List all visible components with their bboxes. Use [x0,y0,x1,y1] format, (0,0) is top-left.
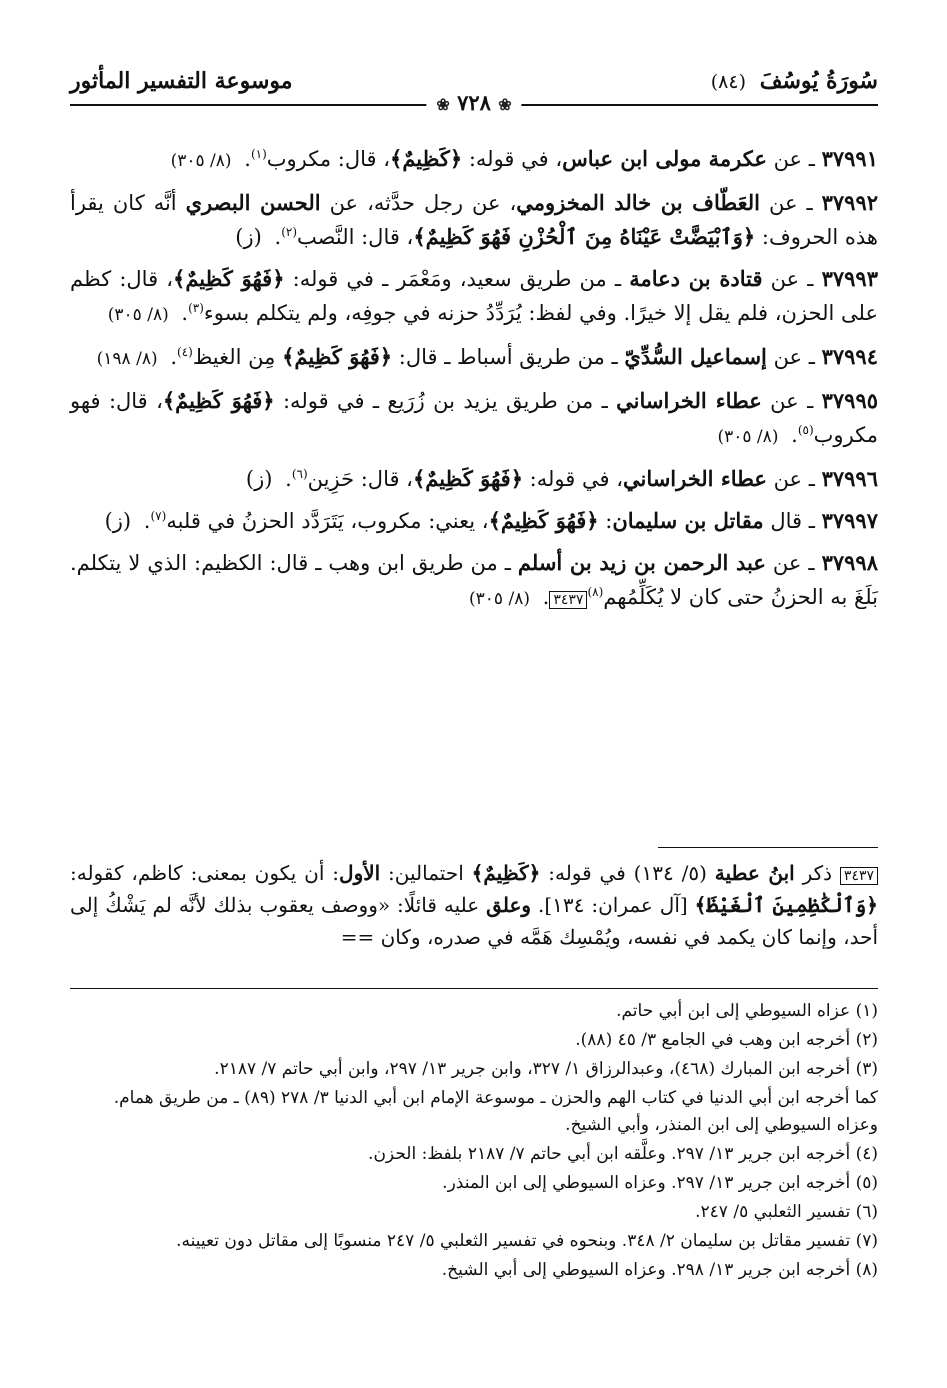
commentator-name: ابنُ عطية [714,861,795,885]
commentary-text: (٥/ ١٣٤) في قوله: [540,861,715,885]
main-text [70,142,878,624]
athar-entry [70,546,878,616]
entry-number: ٣٧٩٩٨ [821,550,878,575]
entry-text: ، يعني: مكروب، يَتَرَدَّد الحزنُ في قلبه [166,509,489,533]
quran-quote: ﴿فَهُوَ كَظِيمٌ﴾ [282,344,393,369]
narrator-name: عكرمة مولى ابن عباس [562,146,767,171]
running-header [70,50,878,115]
entry-text: ، قال: حَزِين [307,467,413,491]
footnote: (٢) أخرجه ابن وهب في الجامع ٣/ ٤٥ (٨٨). [575,1030,878,1050]
footnote: (٨) أخرجه ابن جرير ١٣/ ٢٩٨. وعزاه السيوطي إلى أبي الشيخ. [441,1260,878,1280]
source-symbol: (ز) [104,509,132,533]
athar-entry [70,462,878,496]
commentary-text: عليه قائلًا: «ووصف يعقوب بذلك لأنَّه لم يَشْكُ إلى أحد، وإنما كان يكمد في نفسه، ويُمْسِك هَمَّه في صدره، وكان == [70,893,878,949]
entry-text: : [598,509,613,533]
entry-text: مِن الغيظ [192,345,283,369]
commentary-text: ذكر [794,861,840,885]
quran-quote: ﴿وَٱلْكَٰظِمِينَ ٱلْغَيْظَ﴾ [694,893,878,917]
entry-prefix: ـ عن [772,551,815,575]
reference-number: (٨/ ٣٠٥) [717,427,779,447]
footnote-marker[interactable]: (٥) [797,423,814,437]
commentary-number-box: ٣٤٣٧ [840,867,878,885]
footnote-marker[interactable]: (٤) [177,345,193,359]
commentary-block [70,857,878,953]
entry-number: ٣٧٩٩٢ [821,190,879,215]
footnote: (٥) أخرجه ابن جرير ١٣/ ٢٩٧. وعزاه السيوطي إلى ابن المنذر. [442,1173,878,1193]
entry-text: ، قال: النَّصب [297,225,414,249]
narrator-name: عبد الرحمن بن زيد بن أسلم [517,550,766,575]
source-symbol: (ز) [235,225,262,249]
footnote: (٦) تفسير الثعلبي ٥/ ٢٤٧. [695,1202,878,1222]
narrator-name: عطاء الخراساني [616,388,762,413]
quran-quote: ﴿فَهُوَ كَظِيمٌ﴾ [173,266,285,291]
entry-text: . [143,509,151,533]
footnote: (٣) أخرجه ابن المبارك (٤٦٨)، وعبدالرزاق ١/ ٣٢٧، وابن جرير ١٣/ ٢٩٧، وابن أبي حاتم ٧/ ٢١٨٧. [214,1059,878,1079]
commentary-text: : أن يكون بمعنى: كاظم، كقوله: [70,861,340,885]
surah-title: سُورَةُ يُوسُفَ [759,68,878,94]
entry-text: أنَّه كان يقرأ هذه الحروف: [70,191,878,249]
athar-entry [70,340,878,376]
footnote-separator [70,988,878,989]
book-title: موسوعة التفسير المأثور [70,68,293,94]
athar-entry [70,262,878,332]
page-number: ٧٢٨ [457,90,491,115]
entry-text: ـ من طريق يزيد بن زُرَيع ـ في قوله: [274,389,617,413]
entry-text: . [542,585,550,609]
source-symbol: (ز) [245,467,273,491]
athar-entry [70,142,878,178]
footnotes [70,998,878,1286]
entry-prefix: ـ عن [773,467,815,491]
narrator-name: الحسن البصري [185,190,321,215]
entry-text: . [244,147,251,171]
entry-text: . [170,345,177,369]
entry-prefix: ـ عن [773,345,815,369]
quran-quote: ﴿فَهُوَ كَظِيمٌ﴾ [412,466,523,491]
narrator-name: إسماعيل السُّدِّيّ [624,344,767,369]
footnote-marker[interactable]: (١) [250,147,267,161]
reference-number: (٨/ ٣٠٥) [469,589,530,609]
ornament-icon: ❀ [436,95,450,114]
narrator-name: عطاء الخراساني [622,466,767,491]
narrator-name: العَطّاف بن خالد المخزومي [516,190,760,215]
surah-number: (٨٤) [710,71,747,93]
footnote-marker[interactable]: (٦) [291,467,308,481]
entry-number: ٣٧٩٩٥ [821,388,879,413]
reference-number: (٨/ ٣٠٥) [170,151,232,171]
footnote-marker[interactable]: (٢) [281,225,298,239]
entry-text: ، قال: مكروب [266,147,391,171]
entry-text: . [274,225,282,249]
entry-text: ، قال: فهو مكروب [70,389,878,447]
athar-entry [70,504,878,538]
entry-text: ، في قوله: [523,467,623,491]
surah-heading [711,68,878,94]
quran-quote: ﴿فَهُوَ كَظِيمٌ﴾ [162,388,275,413]
quran-quote: ﴿فَهُوَ كَظِيمٌ﴾ [488,508,599,533]
commentary-keyword: وعلق [486,893,532,917]
entry-number: ٣٧٩٩٦ [821,466,878,491]
quran-quote: ﴿كَظِيمٌ﴾ [471,861,541,885]
entry-prefix: ـ عن [770,389,814,413]
footnote: كما أخرجه ابن أبي الدنيا في كتاب الهم والحزن ـ موسوعة الإمام ابن أبي الدنيا ٣/ ٢٧٨ (٨٩) ـ من طريق همام. وعزاه السيوطي إلى ابن المنذر، وأبي الشيخ. [113,1088,878,1135]
entry-number: ٣٧٩٩٤ [821,344,878,369]
entry-number: ٣٧٩٩٣ [821,266,878,291]
entry-text: . [285,467,292,491]
commentary-text: احتمالين: [380,861,472,885]
commentary-text: [آل عمران: ١٣٤]. [531,893,695,917]
reference-number: (٨/ ٣٠٥) [107,305,169,325]
entry-text: . [791,423,798,447]
entry-prefix: ـ عن [773,147,815,171]
footnote: (٤) أخرجه ابن جرير ١٣/ ٢٩٧. وعلَّقه ابن أبي حاتم ٧/ ٢١٨٧ بلفظ: الحزن. [368,1144,878,1164]
entry-number: ٣٧٩٩٧ [821,508,878,533]
entry-number: ٣٧٩٩١ [821,146,878,171]
entry-prefix: ـ عن [768,191,813,215]
footnote-marker[interactable]: (٨) [587,585,604,599]
quran-quote: ﴿كَظِيمٌ﴾ [390,146,463,171]
footnote: (١) عزاه السيوطي إلى ابن أبي حاتم. [616,1001,878,1021]
entry-text: ـ من طريق أسباط ـ قال: [392,345,625,369]
commentary-keyword: الأول [339,861,381,885]
entry-text: ، قال: كظم على الحزن، فلم يقل إلا خيرًا. وفي لفظ: يُرَدِّدُ حزنه في جوفِه، ولم يتكلم بسوء [70,267,878,325]
entry-prefix: ـ عن [770,267,814,291]
quran-quote: ﴿وَٱبْيَضَّتْ عَيْنَاهُ مِنَ ٱلْحُزْنِ فَهُوَ كَظِيمٌ﴾ [413,224,756,249]
entry-text: ـ من طريق ابن وهب ـ قال: الكظيم: الذي لا يتكلم. بَلَغَ به الحزنُ حتى كان لا يُكَلِّمُهم [70,551,878,609]
narrator-name: قتادة بن دعامة [629,266,763,291]
commentary-separator [658,847,878,848]
footnote-marker[interactable]: (٣) [188,301,204,315]
book-page [70,50,878,1350]
ornament-icon: ❀ [498,95,512,114]
page-number-block [426,90,521,115]
footnote: (٧) تفسير مقاتل بن سليمان ٢/ ٣٤٨. وبنحوه في تفسير الثعلبي ٥/ ٢٤٧ منسوبًا إلى مقاتل دون تعيينه. [176,1231,878,1251]
entry-text: ، عن رجل حدَّثه، عن [320,191,517,215]
entry-text: ، في قوله: [462,147,563,171]
entry-text: . [181,301,189,325]
footnote-marker[interactable]: (٧) [150,509,167,523]
commentary-link-box[interactable]: ٣٤٣٧ [549,591,587,609]
athar-entry [70,384,878,454]
narrator-name: مقاتل بن سليمان [612,508,764,533]
entry-text: ـ من طريق سعيد، ومَعْمَر ـ في قوله: [284,267,630,291]
entry-prefix: ـ قال [770,509,815,533]
athar-entry [70,186,878,254]
reference-number: (٨/ ١٩٨) [96,349,158,369]
